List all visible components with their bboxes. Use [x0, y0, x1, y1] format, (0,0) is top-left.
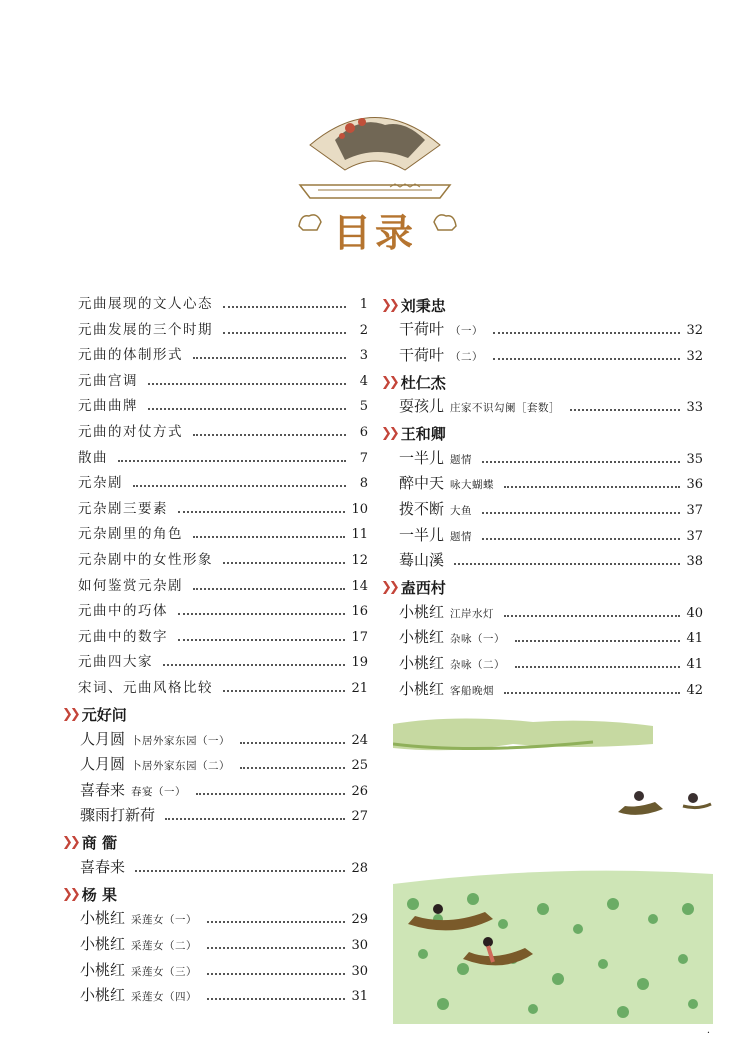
entry-title: 元曲中的巧体: [78, 603, 168, 620]
toc-entry[interactable]: [78, 292, 368, 318]
entry-title: 元曲宫调: [78, 372, 138, 389]
entry-subtitle: 春宴（一）: [131, 785, 187, 798]
entry-page-number: 28: [351, 860, 368, 876]
author-name: 刘秉忠: [400, 296, 446, 315]
entry-page-number: 26: [351, 783, 368, 799]
toc-right-column: [381, 292, 703, 703]
dot-leader: [223, 690, 345, 692]
dot-leader: [148, 408, 346, 410]
toc-entry[interactable]: [397, 498, 703, 524]
toc-entry[interactable]: [78, 446, 368, 472]
entry-page-number: 35: [686, 451, 703, 467]
toc-entry[interactable]: [78, 574, 368, 600]
toc-entry[interactable]: [397, 678, 703, 704]
toc-entry[interactable]: [78, 650, 368, 676]
entry-subtitle: 采莲女（三）: [131, 965, 198, 978]
dot-leader: [207, 998, 345, 1000]
toc-entry[interactable]: [397, 344, 703, 370]
dot-leader: [493, 358, 680, 360]
entry-title: 元曲发展的三个时期: [78, 321, 213, 338]
entry-page-number: 32: [686, 323, 703, 338]
toc-entry[interactable]: [78, 548, 368, 574]
author-heading: [381, 369, 703, 395]
entry-page-number: 41: [686, 631, 703, 647]
toc-entry[interactable]: [78, 676, 368, 702]
entry-title: 小桃红: [80, 935, 126, 954]
entry-subtitle: 采莲女（一）: [131, 914, 198, 927]
entry-title: 小桃红: [80, 986, 126, 1005]
entry-subtitle: 卜居外家东园（一）: [131, 734, 231, 747]
entry-subtitle: 咏大蝴蝶: [450, 479, 495, 492]
beast-left-icon: [295, 204, 325, 234]
entry-page-number: 29: [351, 912, 368, 928]
dot-leader: [570, 409, 680, 411]
boat-icon: [618, 791, 711, 815]
toc-entry[interactable]: [78, 369, 368, 395]
entry-page-number: 24: [351, 732, 368, 748]
toc-entry[interactable]: [78, 497, 368, 523]
toc-entry[interactable]: [397, 472, 703, 498]
entry-title: 干荷叶: [399, 345, 445, 364]
entry-title: 干荷叶: [399, 320, 445, 338]
entry-subtitle: 题情: [450, 453, 473, 466]
author-name: 王和卿: [400, 425, 446, 444]
toc-sections-right: [381, 292, 703, 703]
toc-entry[interactable]: [78, 753, 368, 779]
author-name: 商 衟: [81, 834, 118, 853]
dot-leader: [482, 538, 680, 540]
author-heading: [62, 881, 368, 907]
entry-page-number: 5: [359, 399, 368, 415]
dot-leader: [482, 512, 680, 514]
entry-title: 小桃红: [399, 679, 445, 698]
page-title: 目录: [333, 210, 418, 255]
dot-leader: [454, 563, 680, 565]
entry-page-number: 42: [686, 682, 703, 698]
entry-page-number: 17: [351, 629, 368, 645]
fan-painting-icon: [290, 100, 460, 210]
chevron-icon: ❯❯: [62, 835, 78, 851]
entry-title: 骤雨打新荷: [80, 806, 156, 825]
author-name: 杨 果: [81, 885, 118, 904]
toc-sections-left: [62, 702, 368, 1010]
entry-page-number: 21: [351, 680, 368, 696]
toc-entry[interactable]: [78, 599, 368, 625]
entry-page-number: 31: [351, 989, 368, 1005]
toc-entry[interactable]: [78, 471, 368, 497]
entry-page-number: 12: [351, 552, 368, 568]
dot-leader: [207, 947, 345, 949]
dot-leader: [165, 818, 345, 820]
toc-entry[interactable]: [78, 933, 368, 959]
entry-page-number: 19: [351, 655, 368, 671]
author-heading: [381, 292, 703, 318]
entry-page-number: 37: [686, 502, 703, 518]
dot-leader: [118, 460, 346, 462]
entry-page-number: 40: [686, 605, 703, 621]
entry-page-number: 14: [351, 578, 368, 594]
dot-leader: [178, 639, 345, 641]
dot-leader: [504, 615, 680, 617]
dot-leader: [223, 332, 346, 334]
entry-page-number: 25: [351, 758, 368, 774]
toc-entry[interactable]: [78, 804, 368, 830]
dot-leader: [196, 793, 345, 795]
toc-entry[interactable]: [397, 601, 703, 627]
toc-entry[interactable]: [78, 856, 368, 882]
entry-title: 人月圆: [80, 755, 126, 774]
dot-leader: [193, 434, 346, 436]
dot-leader: [193, 357, 346, 359]
chevron-icon: ❯❯: [381, 297, 397, 313]
entry-page-number: 8: [359, 476, 368, 492]
dot-leader: [482, 461, 680, 463]
entry-page-number: 27: [351, 809, 368, 825]
entry-title: 小桃红: [399, 628, 445, 647]
entry-page-number: 1: [359, 297, 368, 312]
entry-subtitle: （二）: [450, 350, 484, 363]
entry-title: 醉中天: [399, 474, 445, 493]
entry-subtitle: 杂咏（二）: [450, 658, 506, 671]
entry-subtitle: 大鱼: [450, 504, 473, 517]
entry-page-number: 7: [359, 450, 368, 466]
author-name: 元好问: [81, 706, 127, 724]
author-name: 杜仁杰: [400, 373, 446, 392]
entry-title: 一半儿: [399, 448, 445, 467]
entry-title: 散曲: [78, 449, 108, 466]
entry-title: 宋词、元曲风格比较: [78, 679, 213, 696]
toc-entry[interactable]: [78, 779, 368, 805]
toc-entry[interactable]: [397, 652, 703, 678]
toc-entry[interactable]: [397, 395, 703, 421]
entry-page-number: 30: [351, 938, 368, 954]
entry-title: 喜春来: [80, 857, 126, 876]
entry-page-number: 33: [686, 400, 703, 416]
chevron-icon: ❯❯: [381, 580, 397, 596]
entry-page-number: 2: [359, 322, 368, 338]
chevron-icon: ❯❯: [62, 886, 78, 902]
entry-subtitle: 采莲女（四）: [131, 991, 198, 1004]
entry-title: 喜春来: [80, 780, 126, 799]
toc-entry[interactable]: [78, 728, 368, 754]
dot-leader: [207, 973, 345, 975]
author-heading: [62, 702, 368, 728]
dot-leader: [193, 536, 345, 538]
dot-leader: [163, 664, 345, 666]
dot-leader: [240, 767, 345, 769]
entry-title: 蓦山溪: [399, 551, 445, 570]
toc-entry[interactable]: [397, 549, 703, 575]
toc-entry[interactable]: [78, 959, 368, 985]
dot-leader: [133, 485, 346, 487]
toc-entry[interactable]: [78, 343, 368, 369]
entry-title: 元杂剧三要素: [78, 500, 168, 517]
toc-entry[interactable]: [78, 984, 368, 1010]
entry-title: 耍孩儿: [399, 397, 445, 416]
toc-entry[interactable]: [397, 626, 703, 652]
toc-entry[interactable]: [397, 524, 703, 550]
beast-right-icon: [430, 204, 460, 234]
dot-leader: [515, 640, 680, 642]
entry-page-number: 36: [686, 477, 703, 493]
dot-leader: [504, 486, 680, 488]
toc-entry[interactable]: [397, 447, 703, 473]
dot-leader: [223, 306, 346, 308]
dot-leader: [135, 870, 345, 872]
entry-title: 小桃红: [80, 909, 126, 928]
entry-page-number: 6: [359, 424, 368, 440]
entry-title: 小桃红: [80, 960, 126, 979]
dot-leader: [515, 666, 680, 668]
entry-title: 小桃红: [399, 602, 445, 621]
dot-leader: [178, 511, 345, 513]
toc-entry[interactable]: [397, 318, 703, 344]
author-heading: [381, 421, 703, 447]
entry-title: 如何鉴赏元杂剧: [78, 577, 183, 594]
entry-page-number: 38: [686, 554, 703, 570]
dot-leader: [207, 921, 345, 923]
entry-page-number: 4: [359, 373, 368, 389]
entry-title: 元曲的对仗方式: [78, 423, 183, 440]
entry-page-number: 3: [359, 348, 368, 364]
entry-title: 人月圆: [80, 729, 126, 748]
entry-page-number: 37: [686, 528, 703, 544]
entry-subtitle: 客船晚烟: [450, 684, 495, 697]
lotus-pond-illustration: [393, 714, 713, 1024]
author-heading: [381, 575, 703, 601]
entry-subtitle: 江岸水灯: [450, 607, 495, 620]
dot-leader: [148, 383, 346, 385]
toc-entry[interactable]: [78, 522, 368, 548]
toc-entry[interactable]: [78, 907, 368, 933]
dot-leader: [193, 588, 345, 590]
entry-subtitle: 杂咏（一）: [450, 633, 506, 646]
dot-leader: [178, 613, 345, 615]
entry-subtitle: 卜居外家东园（二）: [131, 760, 231, 773]
entry-title: 元曲曲牌: [78, 398, 138, 415]
toc-entry[interactable]: [78, 318, 368, 344]
toc-entry[interactable]: [78, 394, 368, 420]
author-name: 盍西村: [400, 579, 446, 598]
entry-page-number: 30: [351, 963, 368, 979]
toc-intro-list: [78, 292, 368, 702]
entry-title: 元杂剧中的女性形象: [78, 551, 213, 568]
entry-title: 拨不断: [399, 499, 445, 518]
dot-leader: [504, 692, 680, 694]
toc-entry[interactable]: [78, 420, 368, 446]
dot-leader: [493, 332, 680, 334]
toc-left-column: [62, 292, 368, 1010]
entry-title: 小桃红: [399, 653, 445, 672]
dot-leader: [223, 562, 345, 564]
entry-subtitle: 题情: [450, 530, 473, 543]
entry-title: 元杂剧里的角色: [78, 526, 183, 543]
entry-title: 元曲四大家: [78, 654, 153, 671]
entry-subtitle: （一）: [450, 325, 484, 337]
entry-title: 元杂剧: [78, 475, 123, 492]
entry-title: 元曲展现的文人心态: [78, 296, 213, 312]
entry-page-number: 32: [686, 348, 703, 364]
chevron-icon: ❯❯: [62, 707, 78, 722]
entry-page-number: 10: [351, 501, 368, 517]
entry-title: 元曲的体制形式: [78, 347, 183, 364]
author-heading: [62, 830, 368, 856]
toc-entry[interactable]: [78, 625, 368, 651]
entry-subtitle: 庄家不识勾阑［套数］: [450, 402, 561, 415]
entry-subtitle: 采莲女（二）: [131, 940, 198, 953]
entry-title: 一半儿: [399, 525, 445, 544]
dot-leader: [240, 742, 345, 744]
entry-page-number: 16: [351, 604, 368, 620]
page-number: ·: [706, 1028, 710, 1039]
chevron-icon: ❯❯: [381, 374, 397, 390]
chevron-icon: ❯❯: [381, 426, 397, 442]
entry-page-number: 11: [351, 527, 368, 543]
entry-title: 元曲中的数字: [78, 628, 168, 645]
entry-page-number: 41: [686, 656, 703, 672]
